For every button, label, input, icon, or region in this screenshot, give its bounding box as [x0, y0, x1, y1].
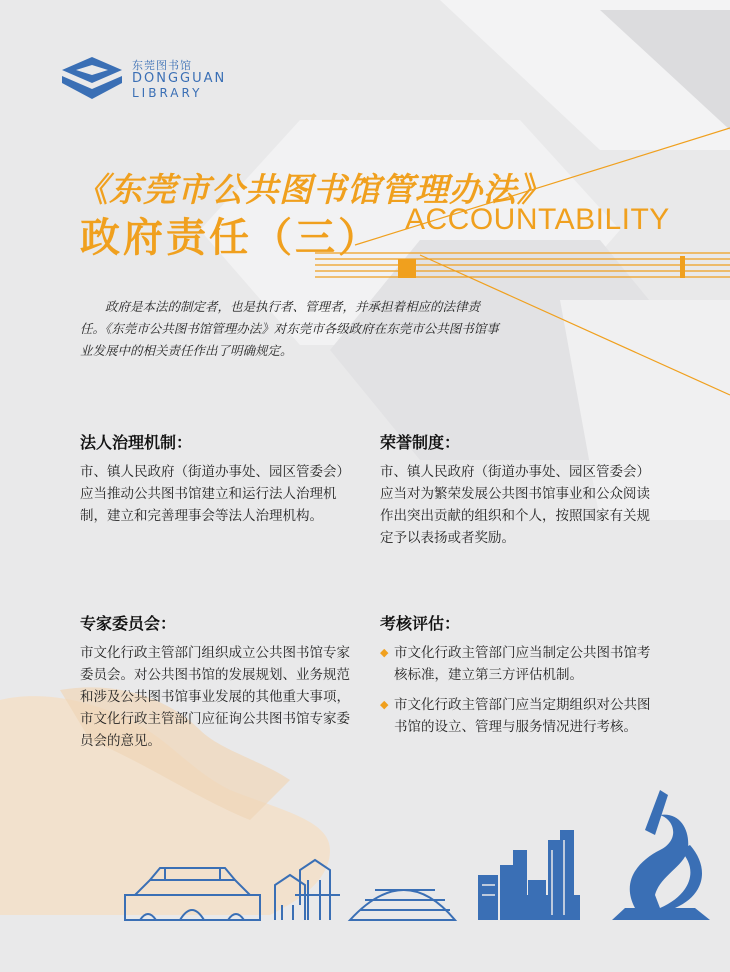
section-body-honors: 市、镇人民政府（街道办事处、园区管委会）应当对为繁荣发展公共图书馆事业和公众阅读作出突出贡献的组织和个人，按照国家有关规定予以表扬或者奖励。: [380, 464, 650, 546]
list-item-text: 市文化行政主管部门应当定期组织对公共图书馆的设立、管理与服务情况进行考核。: [394, 697, 651, 735]
section-title-governance: 法人治理机制：: [80, 433, 193, 452]
section-title-honors: 荣誉制度：: [380, 433, 461, 452]
logo-english-line1: DONGGUAN: [132, 71, 227, 86]
list-item-text: 市文化行政主管部门应当制定公共图书馆考核标准，建立第三方评估机制。: [394, 645, 651, 683]
section-title-assessment: 考核评估：: [380, 614, 461, 633]
section-title-expert-committee: 专家委员会：: [80, 614, 177, 633]
section-body-expert-committee: 市文化行政主管部门组织成立公共图书馆专家委员会。对公共图书馆的发展规划、业务规范和涉及公共图书馆事业发展的其他重大事项，市文化行政主管部门应征询公共图书馆专家委员会的意见。: [80, 645, 350, 749]
page-subtitle: 政府责任（三）: [80, 215, 381, 261]
page-title: 《东莞市公共图书馆管理办法》: [75, 170, 551, 209]
diamond-bullet-icon: ◆: [380, 646, 389, 659]
section-body-governance: 市、镇人民政府（街道办事处、园区管委会）应当推动公共图书馆建立和运行法人治理机制，建立和完善理事会等法人治理机构。: [80, 464, 350, 524]
diamond-bullet-icon: ◆: [380, 698, 389, 711]
logo-chinese-name: 东莞图书馆: [132, 59, 192, 72]
intro-text: 政府是本法的制定者，也是执行者、管理者，并承担着相应的法律责任。《东莞市公共图书馆管理办法》对东莞市各级政府在东莞市公共图书馆事业发展中的相关责任作出了明确规定。: [80, 299, 499, 358]
accent-word: ACCOUNTABILITY: [405, 203, 670, 236]
logo-english-line2: LIBRARY: [132, 86, 203, 100]
